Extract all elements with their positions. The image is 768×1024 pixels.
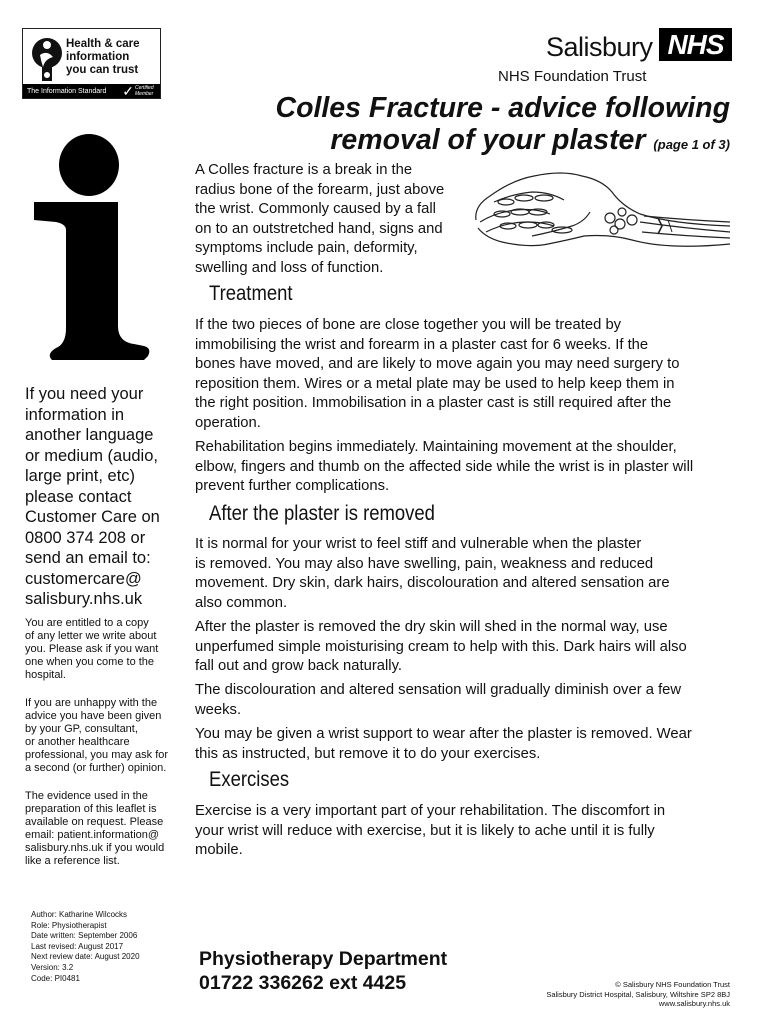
title-line-1: Colles Fracture - advice following (275, 92, 730, 124)
text-line: also common. (195, 594, 288, 611)
copy-letter-note (25, 617, 185, 682)
contact-line: information in (25, 405, 125, 424)
meta-last-revised: Last revised: August 2017 (31, 941, 124, 951)
text-line: elbow, fingers and thumb on the affected side while the wrist is in plaster will (195, 458, 694, 475)
badge-cert-line: Member (135, 91, 154, 97)
intro-line: radius bone of the forearm, just above (195, 181, 445, 198)
note-line: preparation of this leaflet is (25, 803, 157, 815)
copyright: © Salisbury NHS Foundation Trust (615, 980, 730, 989)
note-line: You are entitled to a copy (25, 617, 149, 629)
trust-name: Salisbury (546, 32, 653, 62)
note-line: email: patient.information@ (25, 829, 160, 841)
page-number: (page 1 of 3) (653, 137, 730, 152)
department-name: Physiotherapy Department (199, 948, 448, 970)
trust-footer (546, 980, 730, 1009)
badge-certified (135, 85, 157, 97)
meta-code: Code: PI0481 (31, 973, 80, 983)
wrist-fracture-illustration (472, 162, 734, 264)
evidence-note (25, 790, 185, 868)
text-line: the right position. Immobilisation in a plaster cast is still required after the (195, 395, 672, 411)
after-paragraph-4 (195, 725, 692, 764)
title-line-2-text: removal of your plaster (330, 124, 646, 156)
contact-line: customercare@ (25, 569, 142, 588)
text-line: Exercise is a very important part of your rehabilitation. The discomfort in (195, 803, 666, 819)
text-line: reposition them. Wires or a metal plate may be used to help keep them in (195, 375, 675, 392)
text-line: immobilising the wrist and forearm in a plaster cast for 6 weeks. If the (195, 336, 649, 353)
after-plaster-heading: After the plaster is removed (209, 502, 435, 525)
note-line: salisbury.nhs.uk if you would (25, 842, 165, 854)
meta-version: Version: 3.2 (31, 962, 74, 972)
information-standard-logo-icon (31, 37, 63, 83)
intro-line: the wrist. Commonly caused by a fall (195, 201, 436, 217)
text-line: unperfumed simple moisturising cream to help with this. Dark hairs will also (195, 638, 687, 655)
intro-line: A Colles fracture is a break in the (195, 162, 413, 178)
note-line: The evidence used in the (25, 790, 148, 802)
contact-line: large print, etc) (25, 467, 136, 485)
note-line: a second (or further) opinion. (25, 762, 167, 774)
nhs-logo: NHS (659, 28, 732, 61)
intro-line: swelling and loss of function. (195, 259, 384, 276)
intro-line: on to an outstretched hand, signs and (195, 220, 443, 237)
text-line: After the plaster is removed the dry skin will shed in the normal way, use (195, 619, 668, 635)
text-line: mobile. (195, 842, 243, 858)
note-line: hospital. (25, 669, 66, 681)
badge-footer-text: The Information Standard (27, 88, 107, 95)
contact-line: Customer Care on (25, 508, 160, 526)
badge-line: Health & care (66, 38, 140, 50)
intro-paragraph (195, 161, 460, 278)
department-phone: 01722 336262 ext 4425 (199, 972, 407, 994)
website: www.salisbury.nhs.uk (658, 999, 730, 1008)
meta-date-written: Date written: September 2006 (31, 931, 138, 941)
address: Salisbury District Hospital, Salisbury, Wiltshire SP2 8BJ (546, 989, 730, 999)
text-line: It is normal for your wrist to feel stiff and vulnerable when the plaster (195, 536, 642, 552)
treatment-heading: Treatment (209, 282, 293, 305)
text-line: The discolouration and altered sensation will gradually diminish over a few (195, 682, 682, 698)
department-contact (199, 947, 447, 995)
second-opinion-note (25, 697, 185, 775)
note-line: by your GP, consultant, (25, 723, 138, 735)
contact-line: another language (25, 426, 154, 444)
check-icon: ✓ (122, 83, 134, 99)
contact-line: please contact (25, 487, 132, 506)
text-line: Rehabilitation begins immediately. Maintaining movement at the shoulder, (195, 439, 677, 455)
information-standard-badge (22, 28, 161, 99)
text-line: your wrist will reduce with exercise, but it is likely to ache until it is fully (195, 822, 655, 839)
meta-role: Role: Physiotherapist (31, 920, 107, 930)
note-line: available on request. Please (25, 816, 164, 828)
note-line: one when you come to the (25, 656, 155, 668)
contact-line: 0800 374 208 or (25, 528, 146, 547)
contact-line: If you need your (25, 385, 144, 403)
contact-line: or medium (audio, (25, 446, 158, 465)
title-line-2 (275, 124, 730, 161)
text-line: this as instructed, but remove it to do your exercises. (195, 745, 541, 762)
note-line: If you are unhappy with the (25, 697, 158, 709)
note-line: like a reference list. (25, 855, 120, 867)
page-title (275, 92, 730, 161)
badge-footer-bar (23, 84, 160, 98)
badge-line: information (66, 51, 130, 63)
note-line: of any letter we write about (25, 630, 157, 642)
exercises-paragraph (195, 802, 665, 861)
after-paragraph-2 (195, 618, 687, 677)
meta-next-review: Next review date: August 2020 (31, 952, 140, 962)
text-line: movement. Dry skin, dark hairs, discolouration and altered sensation are (195, 575, 670, 591)
note-line: or another healthcare (25, 736, 130, 748)
note-line: advice you have been given (25, 710, 162, 722)
information-icon (26, 130, 176, 360)
note-line: professional, you may ask for (25, 749, 169, 761)
text-line: weeks. (195, 701, 242, 718)
text-line: You may be given a wrist support to wear after the plaster is removed. Wear (195, 726, 692, 742)
badge-line: you can trust (66, 64, 139, 76)
trust-subtitle: NHS Foundation Trust (498, 68, 647, 85)
accessibility-contact-info (25, 384, 190, 610)
treatment-paragraph-1 (195, 316, 679, 433)
treatment-paragraph-2 (195, 438, 693, 497)
meta-author: Author: Katharine Wilcocks (31, 910, 128, 919)
exercises-heading: Exercises (209, 768, 290, 791)
intro-line: symptoms include pain, deformity, (195, 240, 418, 256)
text-line: prevent further complications. (195, 478, 390, 494)
contact-line: salisbury.nhs.uk (25, 590, 143, 608)
after-paragraph-3 (195, 681, 681, 720)
text-line: bones have moved, and are likely to move again you may need surgery to (195, 356, 680, 372)
text-line: If the two pieces of bone are close together you will be treated by (195, 317, 622, 333)
text-line: operation. (195, 414, 261, 431)
after-paragraph-1 (195, 535, 670, 613)
badge-text (66, 38, 140, 77)
text-line: fall out and grow back naturally. (195, 658, 402, 674)
document-metadata (31, 910, 140, 984)
contact-line: send an email to: (25, 549, 151, 567)
text-line: is removed. You may also have swelling, pain, weakness and reduced (195, 555, 654, 572)
note-line: you. Please ask if you want (25, 643, 159, 655)
badge-cert-line: Certified (135, 85, 154, 91)
